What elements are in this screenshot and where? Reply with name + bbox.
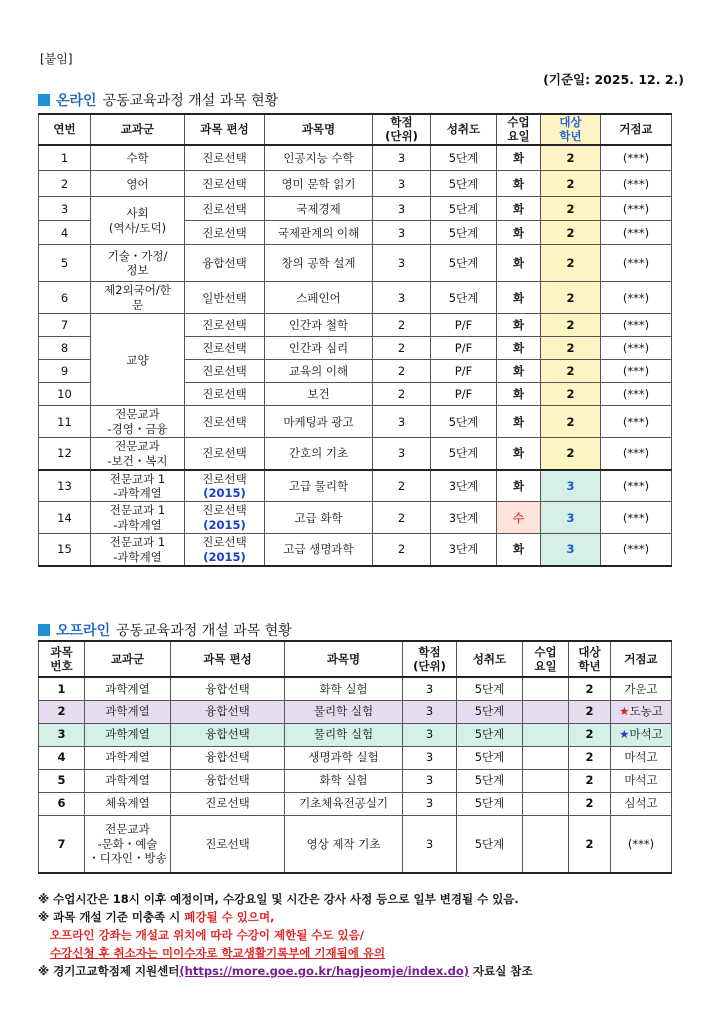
offline-title-rest: 공동교육과정 개설 과목 현황 [116,623,292,639]
subject-name: 국제경제 [265,197,373,221]
subject-name: 인간과 심리 [265,337,373,360]
course-type: 진로선택 [185,221,265,245]
class-day: 화 [497,145,541,171]
subject-name: 간호의 기초 [265,438,373,470]
class-day: 수 [497,502,541,534]
online-table-row [39,406,672,438]
online-table-row [39,145,672,171]
online-table-row [39,197,672,221]
class-day: 화 [497,438,541,470]
row-number: 15 [39,534,91,566]
target-grade: 2 [541,406,601,438]
achievement-scale: 3단계 [431,534,497,566]
host-school: (***) [601,314,672,337]
row-number: 6 [39,282,91,314]
class-day: 화 [497,245,541,282]
course-type: 진로선택 (2015) [185,534,265,566]
subject-group: 과학계열 [85,700,171,723]
target-grade: 2 [569,700,611,723]
course-type: 진로선택 [171,815,285,873]
achievement-scale: 5단계 [457,769,523,792]
star-icon: ★ [619,704,630,719]
course-type: 융합선택 [171,700,285,723]
credits: 3 [373,197,431,221]
host-school: (***) [601,406,672,438]
subject-group: 과학계열 [85,723,171,746]
note-line-4: 수강신청 후 취소자는 미이수자로 학교생활기록부에 기재됨에 유의 [50,946,386,960]
achievement-scale: 3단계 [431,502,497,534]
online-header-cell: 교과군 [91,114,185,145]
online-header-cell: 과목 편성 [185,114,265,145]
course-type: 융합선택 [185,245,265,282]
class-day: 화 [497,221,541,245]
subject-name: 생명과학 실험 [285,746,403,769]
row-number: 13 [39,470,91,502]
credits: 3 [373,282,431,314]
offline-header-cell: 거점교 [611,641,672,677]
credits: 2 [373,314,431,337]
row-number: 14 [39,502,91,534]
online-header-cell: 성취도 [431,114,497,145]
class-day [523,700,569,723]
credits: 3 [373,406,431,438]
credits: 3 [373,438,431,470]
host-school-name: (***) [627,836,655,851]
target-grade: 2 [541,337,601,360]
credits: 3 [403,769,457,792]
credits: 3 [403,677,457,700]
host-school [611,746,672,769]
target-grade: 3 [541,534,601,566]
online-header-cell: 대상 학년 [541,114,601,145]
class-day: 화 [497,406,541,438]
achievement-scale: 5단계 [457,700,523,723]
online-course-table [38,113,672,567]
host-school: (***) [601,171,672,197]
target-grade: 3 [541,502,601,534]
host-school: (***) [601,360,672,383]
note-line-5: ※ 경기고교학점제 지원센터(https://more.goe.go.kr/hagjeomje/index.do) 자료실 참조 [38,964,533,978]
subject-group: 전문교과 1 -과학계열 [91,470,185,502]
row-number: 3 [39,197,91,221]
subject-group: 전문교과 -문화・예술 ・디자인・방송 [85,815,171,873]
online-header-cell: 거점교 [601,114,672,145]
class-day [523,815,569,873]
online-table-row [39,502,672,534]
subject-name: 고급 화학 [265,502,373,534]
attachment-label: [붙임] [40,52,73,66]
course-type: 진로선택 [185,383,265,406]
course-type: 진로선택 [185,171,265,197]
subject-name: 고급 물리학 [265,470,373,502]
subject-group: 영어 [91,171,185,197]
row-number: 9 [39,360,91,383]
target-grade: 2 [541,171,601,197]
course-number: 6 [39,792,85,815]
host-school [611,700,672,723]
row-number: 2 [39,171,91,197]
course-type: 융합선택 [171,746,285,769]
subject-group: 수학 [91,145,185,171]
offline-header-cell: 성취도 [457,641,523,677]
host-school: (***) [601,337,672,360]
online-section-title [38,90,278,110]
offline-header-cell: 과목명 [285,641,403,677]
course-type: 진로선택 [185,197,265,221]
host-school-name: 도농고 [629,704,663,719]
online-title-highlight: 온라인 [56,93,97,109]
row-number: 1 [39,145,91,171]
online-table-row [39,245,672,282]
row-number: 7 [39,314,91,337]
achievement-scale: P/F [431,383,497,406]
host-school: (***) [601,197,672,221]
achievement-scale: P/F [431,337,497,360]
host-school-name: 마석고 [629,727,663,742]
course-type: 진로선택 [171,792,285,815]
course-type: 진로선택 [185,337,265,360]
subject-name: 물리학 실험 [285,723,403,746]
achievement-scale: 5단계 [431,171,497,197]
online-title-rest: 공동교육과정 개설 과목 현황 [102,93,279,109]
course-number: 3 [39,723,85,746]
credits: 2 [373,534,431,566]
subject-name: 기초체육전공실기 [285,792,403,815]
course-type: 진로선택 [185,314,265,337]
credits: 3 [403,723,457,746]
curriculum-year: (2015) [203,517,246,532]
host-school [611,815,672,873]
subject-name: 인간과 철학 [265,314,373,337]
subject-group: 제2외국어/한 문 [91,282,185,314]
online-table-row [39,314,672,337]
achievement-scale: 5단계 [457,815,523,873]
host-school [611,769,672,792]
subject-name: 물리학 실험 [285,700,403,723]
host-school: (***) [601,221,672,245]
note-line-2: ※ 과목 개설 기준 미충족 시 폐강될 수 있으며, [38,910,275,924]
online-header-cell: 과목명 [265,114,373,145]
host-school [611,677,672,700]
offline-table-row [39,700,672,723]
host-school-name: 가운고 [624,681,658,696]
course-number: 5 [39,769,85,792]
online-header-cell: 수업 요일 [497,114,541,145]
subject-group: 과학계열 [85,769,171,792]
achievement-scale: 5단계 [457,677,523,700]
subject-name: 화학 실험 [285,769,403,792]
class-day: 화 [497,197,541,221]
course-type: 융합선택 [171,723,285,746]
offline-header-cell: 학점 (단위) [403,641,457,677]
target-grade: 2 [541,145,601,171]
offline-table-row [39,769,672,792]
host-school: (***) [601,502,672,534]
host-school: (***) [601,534,672,566]
course-type: 진로선택 [185,145,265,171]
subject-group: 사회 (역사/도덕) [91,197,185,245]
row-number: 12 [39,438,91,470]
square-bullet-icon [38,94,50,106]
class-day: 화 [497,171,541,197]
achievement-scale: 3단계 [431,470,497,502]
subject-group: 전문교과 1 -과학계열 [91,502,185,534]
online-header-cell: 연번 [39,114,91,145]
credits: 3 [403,746,457,769]
target-grade: 2 [541,245,601,282]
row-number: 4 [39,221,91,245]
credits: 2 [373,337,431,360]
class-day: 화 [497,534,541,566]
host-school: (***) [601,282,672,314]
course-type: 진로선택 [185,406,265,438]
class-day: 화 [497,337,541,360]
course-number: 1 [39,677,85,700]
offline-header-cell: 교과군 [85,641,171,677]
subject-name: 고급 생명과학 [265,534,373,566]
course-number: 2 [39,700,85,723]
row-number: 8 [39,337,91,360]
course-type: 진로선택 (2015) [185,502,265,534]
star-icon: ★ [619,727,630,742]
class-day: 화 [497,383,541,406]
credits: 2 [373,470,431,502]
target-grade: 2 [541,197,601,221]
class-day [523,769,569,792]
subject-name: 인공지능 수학 [265,145,373,171]
offline-table-row [39,677,672,700]
course-type: 진로선택 [185,438,265,470]
subject-name: 마케팅과 광고 [265,406,373,438]
credits: 2 [373,360,431,383]
online-table-row [39,534,672,566]
note-line-3: 오프라인 강좌는 개설교 위치에 따라 수강이 제한될 수도 있음/ [50,928,364,942]
host-school: (***) [601,438,672,470]
online-header-cell: 학점 (단위) [373,114,431,145]
host-school: (***) [601,245,672,282]
offline-title-highlight: 오프라인 [56,623,111,639]
row-number: 11 [39,406,91,438]
course-number: 7 [39,815,85,873]
target-grade: 2 [541,221,601,245]
row-number: 10 [39,383,91,406]
achievement-scale: 5단계 [431,245,497,282]
subject-name: 창의 공학 설계 [265,245,373,282]
subject-group: 체육계열 [85,792,171,815]
host-school-name: 마석고 [624,750,658,765]
course-type: 진로선택 [185,360,265,383]
offline-table-row [39,746,672,769]
course-type: 진로선택 (2015) [185,470,265,502]
subject-name: 국제관계의 이해 [265,221,373,245]
course-type: 융합선택 [171,769,285,792]
achievement-scale: 5단계 [431,406,497,438]
achievement-scale: P/F [431,314,497,337]
curriculum-year: (2015) [203,486,246,500]
subject-group: 전문교과 1 -과학계열 [91,534,185,566]
class-day [523,792,569,815]
credits: 3 [373,221,431,245]
subject-name: 영상 제작 기초 [285,815,403,873]
target-grade: 2 [569,723,611,746]
achievement-scale: 5단계 [431,221,497,245]
online-table-row [39,438,672,470]
credits: 2 [373,502,431,534]
class-day [523,723,569,746]
subject-group: 전문교과 -경영・금융 [91,406,185,438]
credits: 3 [403,792,457,815]
class-day: 화 [497,360,541,383]
host-school: (***) [601,145,672,171]
achievement-scale: 5단계 [431,145,497,171]
subject-name: 영미 문학 읽기 [265,171,373,197]
target-grade: 2 [569,677,611,700]
host-school: (***) [601,383,672,406]
credits: 3 [373,145,431,171]
course-type: 융합선택 [171,677,285,700]
achievement-scale: 5단계 [431,438,497,470]
offline-table-row [39,723,672,746]
offline-header-cell: 과목 번호 [39,641,85,677]
subject-name: 교육의 이해 [265,360,373,383]
class-day: 화 [497,282,541,314]
credits: 2 [373,383,431,406]
support-center-link[interactable]: (https://more.goe.go.kr/hagjeomje/index.do) [179,964,470,978]
subject-group: 전문교과 -보건・복지 [91,438,185,470]
subject-name: 스페인어 [265,282,373,314]
class-day: 화 [497,314,541,337]
subject-name: 보건 [265,383,373,406]
note-line-1: ※ 수업시간은 18시 이후 예정이며, 수강요일 및 시간은 강사 사정 등으로 일부 변경될 수 있음. [38,892,519,906]
target-grade: 2 [541,282,601,314]
achievement-scale: 5단계 [431,282,497,314]
class-day [523,746,569,769]
subject-group: 과학계열 [85,677,171,700]
online-table-row [39,470,672,502]
achievement-scale: 5단계 [457,723,523,746]
offline-table-row [39,815,672,873]
credits: 3 [373,171,431,197]
target-grade: 3 [541,470,601,502]
subject-group: 교양 [91,314,185,406]
class-day: 화 [497,470,541,502]
offline-table-row [39,792,672,815]
target-grade: 2 [569,746,611,769]
host-school-name: 마석고 [624,773,658,788]
base-date: (기준일: 2025. 12. 2.) [543,72,684,87]
offline-header-cell: 대상 학년 [569,641,611,677]
achievement-scale: 5단계 [457,792,523,815]
target-grade: 2 [569,815,611,873]
course-type: 일반선택 [185,282,265,314]
host-school: (***) [601,470,672,502]
class-day [523,677,569,700]
offline-header-cell: 수업 요일 [523,641,569,677]
online-table-row [39,171,672,197]
online-table-row [39,282,672,314]
target-grade: 2 [541,383,601,406]
achievement-scale: 5단계 [431,197,497,221]
course-number: 4 [39,746,85,769]
target-grade: 2 [569,769,611,792]
host-school [611,723,672,746]
subject-name: 화학 실험 [285,677,403,700]
curriculum-year: (2015) [203,549,246,564]
offline-section-title [38,620,292,640]
notes [38,890,533,980]
square-bullet-icon [38,624,50,636]
target-grade: 2 [541,438,601,470]
credits: 3 [373,245,431,282]
achievement-scale: P/F [431,360,497,383]
subject-group: 과학계열 [85,746,171,769]
credits: 3 [403,700,457,723]
target-grade: 2 [541,314,601,337]
credits: 3 [403,815,457,873]
offline-header-cell: 과목 편성 [171,641,285,677]
target-grade: 2 [569,792,611,815]
achievement-scale: 5단계 [457,746,523,769]
host-school [611,792,672,815]
offline-course-table [38,640,672,874]
host-school-name: 심석고 [624,796,658,811]
subject-group: 기술・가정/ 정보 [91,245,185,282]
row-number: 5 [39,245,91,282]
target-grade: 2 [541,360,601,383]
